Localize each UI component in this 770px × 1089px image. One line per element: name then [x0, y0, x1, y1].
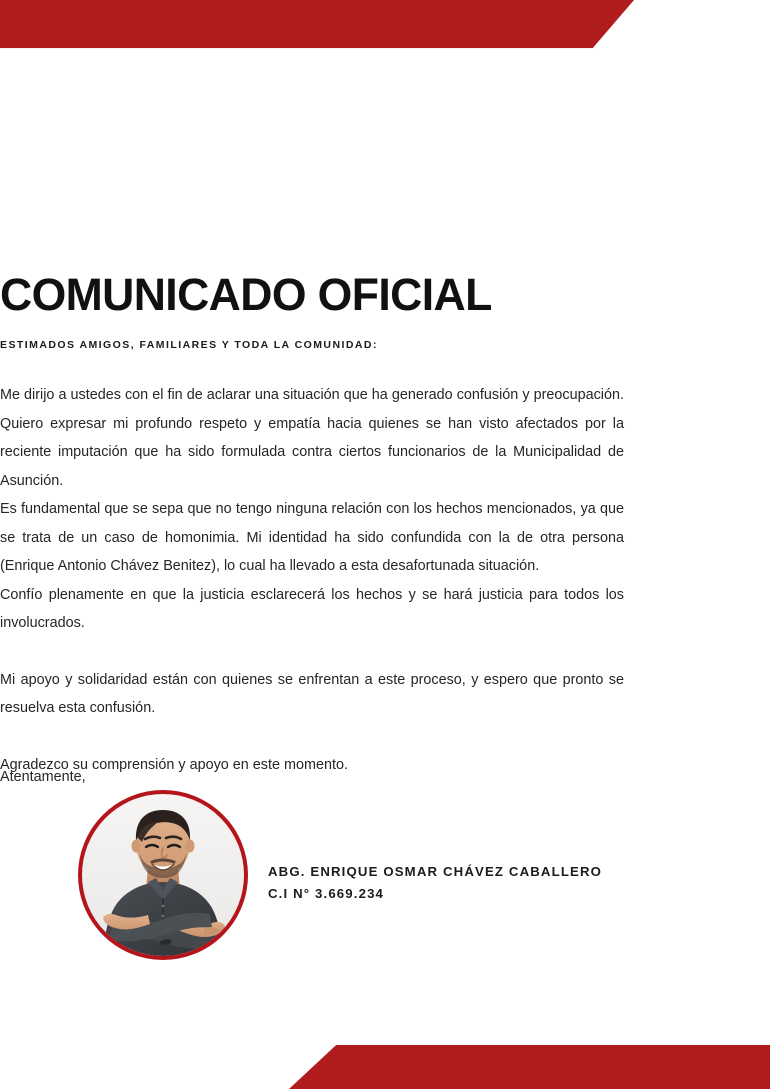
paragraph-1: Me dirijo a ustedes con el fin de aclarar una situación que ha generado confusión y preocupación. Quiero expresar mi profundo respeto y empatía hacia quienes se han visto afectados por la reciente imputación que ha sido formulada contra ciertos funcionarios de la Municipalidad de Asunción. — [0, 387, 624, 489]
paragraph-2: Es fundamental que se sepa que no tengo ninguna relación con los hechos mencionados, ya que se trata de un caso de homonimia. Mi identidad ha sido confundida con la de otra persona (Enrique Antonio Chávez Benitez), lo cual ha llevado a esta desafortunada situación. — [0, 501, 624, 574]
top-banner-shadow — [0, 47, 594, 49]
paragraph-5: Agradezco su comprensión y apoyo en este momento. — [0, 756, 348, 773]
closing-line: Atentamente, — [0, 769, 86, 785]
paragraph-3: Confío plenamente en que la justicia esclarecerá los hechos y se hará justicia para todos los involucrados. — [0, 586, 624, 631]
signature-block — [268, 861, 698, 905]
signatory-id: C.I N° 3.669.234 — [268, 886, 385, 901]
bottom-red-banner — [289, 1045, 770, 1089]
signatory-name: ABG. ENRIQUE OSMAR CHÁVEZ CABALLERO — [268, 864, 603, 879]
top-red-banner — [0, 0, 634, 48]
avatar — [78, 790, 248, 960]
paragraph-4: Mi apoyo y solidaridad están con quienes se enfrentan a este proceso, y espero que pronto se resuelva esta confusión. — [0, 671, 624, 716]
statement-body — [0, 381, 624, 779]
portrait-photo — [82, 794, 244, 956]
salutation-line: ESTIMADOS AMIGOS, FAMILIARES Y TODA LA COMUNIDAD: — [0, 339, 378, 351]
page-title: COMUNICADO OFICIAL — [0, 269, 492, 320]
